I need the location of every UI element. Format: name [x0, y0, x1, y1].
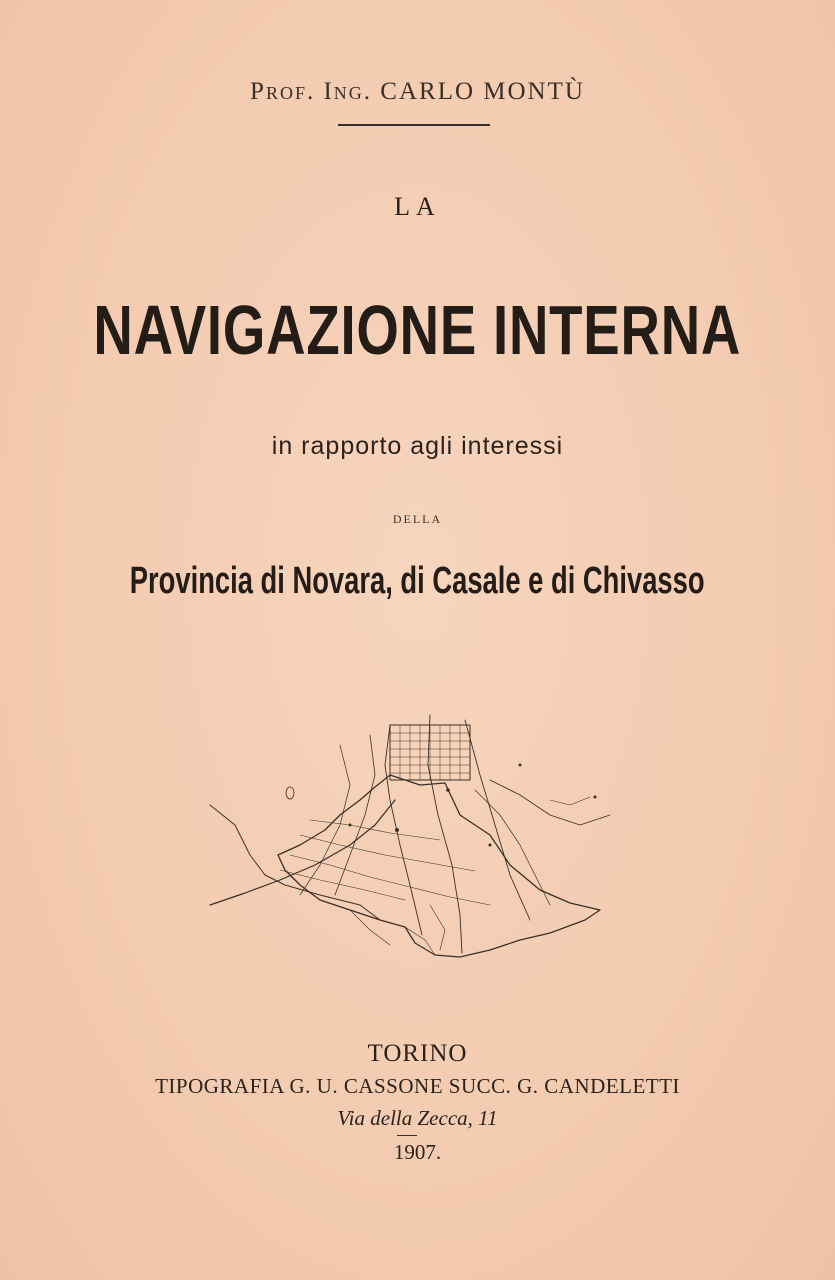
subtitle-line-2-text: Provincia di Novara, di Casale e di Chivasso	[130, 560, 705, 602]
year-rule	[397, 1135, 417, 1136]
title-article: LA	[394, 192, 441, 221]
imprint-printer: TIPOGRAFIA G. U. CASSONE SUCC. G. CANDELETTI	[155, 1074, 680, 1098]
main-title	[0, 270, 835, 390]
imprint-address: Via della Zecca, 11	[337, 1106, 498, 1130]
map-illustration-icon	[190, 705, 630, 965]
author-rule	[338, 124, 490, 126]
author-line	[0, 78, 835, 106]
connector-word: DELLA	[392, 512, 443, 526]
subtitle-line-2	[0, 560, 835, 603]
subtitle-line-1: in rapporto agli interessi	[271, 432, 564, 460]
imprint-year: 1907.	[393, 1140, 442, 1164]
author-name: CARLO MONTÙ	[380, 78, 585, 105]
author-prefix: Prof. Ing.	[250, 78, 373, 105]
main-title-text: NAVIGAZIONE INTERNA	[93, 291, 742, 369]
imprint-city: TORINO	[367, 1040, 468, 1067]
